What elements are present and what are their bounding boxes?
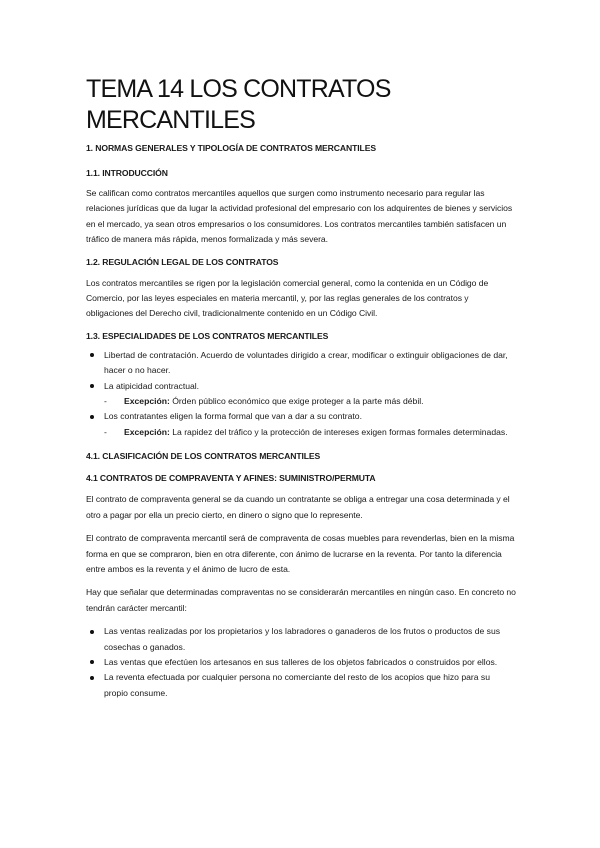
list-item: Las ventas realizadas por los propietarios y los labradores o ganaderos de los frutos o productos de sus cosechas o ganados. — [86, 624, 516, 655]
excepcion-label: Excepción: — [124, 426, 170, 437]
list-item: Las ventas que efectúen los artesanos en sus talleres de los objetos fabricados o construidos por ellos. — [86, 655, 516, 670]
paragraph-compraventa-mercantil: El contrato de compraventa mercantil será de compraventa de cosas muebles para revenderlas, bien en la misma forma en que se compraron, bien en otra diferente, con ánimo de lucrarse en la reventa. Por tanto la diferencia entre ambos es la reventa y el ánimo de lucro de esta. — [86, 533, 515, 574]
heading-section-1-2: 1.2. REGULACIÓN LEGAL DE LOS CONTRATOS — [86, 256, 279, 267]
excepcion-text: Órden público económico que exige proteger a la parte más débil. — [169, 396, 424, 407]
sub-item-excepcion — [86, 394, 516, 409]
list-item: La atipicidad contractual. — [86, 379, 516, 394]
paragraph-regulacion: Los contratos mercantiles se rigen por la legislación comercial general, como la contenida en un Código de Comercio, por las leyes especiales en materia mercantil, y, por las reglas generales de los contratos y obligaciones del Derecho civil, tradicionalmente contenido en un Código Civil. — [86, 277, 489, 319]
paragraph-introduccion: Se califican como contratos mercantiles aquellos que surgen como instrumento necesario para regular las relaciones jurídicas que da lugar la actividad profesional del empresario con los adquirentes de bienes y servicios en el mercado, ya sean otros empresarios o los consumidores. Los contratos mercantiles también satisfacen un tráfico de manera más rápida, menos formalizada y más severa. — [86, 188, 513, 245]
sub-item-excepcion — [86, 425, 516, 440]
heading-section-4-1-compraventa: 4.1 CONTRATOS DE COMPRAVENTA Y AFINES: SUMINISTRO/PERMUTA — [86, 473, 376, 484]
document-title — [86, 74, 516, 136]
list-item: La reventa efectuada por cualquier persona no comerciante del resto de los acopios que hizo para su propio consume. — [86, 670, 516, 701]
dash-marker: - — [104, 396, 107, 407]
list-item: Los contratantes eligen la forma formal que van a dar a su contrato. — [86, 409, 516, 424]
document-body — [86, 74, 516, 701]
heading-section-1-1: 1.1. INTRODUCCIÓN — [86, 168, 168, 178]
paragraph-no-mercantiles: Hay que señalar que determinadas compraventas no se considerarán mercantiles en ningún caso. En concreto no tendrán carácter mercantil: — [86, 587, 516, 613]
heading-section-1-3: 1.3. ESPECIALIDADES DE LOS CONTRATOS MERCANTILES — [86, 330, 329, 341]
heading-section-4-1: 4.1. CLASIFICACIÓN DE LOS CONTRATOS MERCANTILES — [86, 451, 321, 462]
paragraph-compraventa-general: El contrato de compraventa general se da cuando un contratante se obliga a entregar una cosa determinada y el otro a pagar por ella un precio cierto, en dinero o signo que lo represente. — [86, 494, 510, 520]
especialidades-list — [86, 348, 516, 440]
title-line-1: TEMA 14 LOS CONTRATOS — [86, 75, 391, 103]
title-line-2: MERCANTILES — [86, 106, 256, 134]
heading-section-1: 1. NORMAS GENERALES Y TIPOLOGÍA DE CONTRATOS MERCANTILES — [86, 143, 376, 153]
excepcion-label: Excepción: — [124, 396, 170, 407]
dash-marker: - — [104, 426, 107, 437]
excepcion-text: La rapidez del tráfico y la protección de intereses exigen formas formales determinadas. — [169, 426, 508, 437]
no-mercantiles-list — [86, 624, 516, 701]
list-item: Libertad de contratación. Acuerdo de voluntades dirigido a crear, modificar o extinguir obligaciones de dar, hacer o no hacer. — [86, 348, 516, 379]
